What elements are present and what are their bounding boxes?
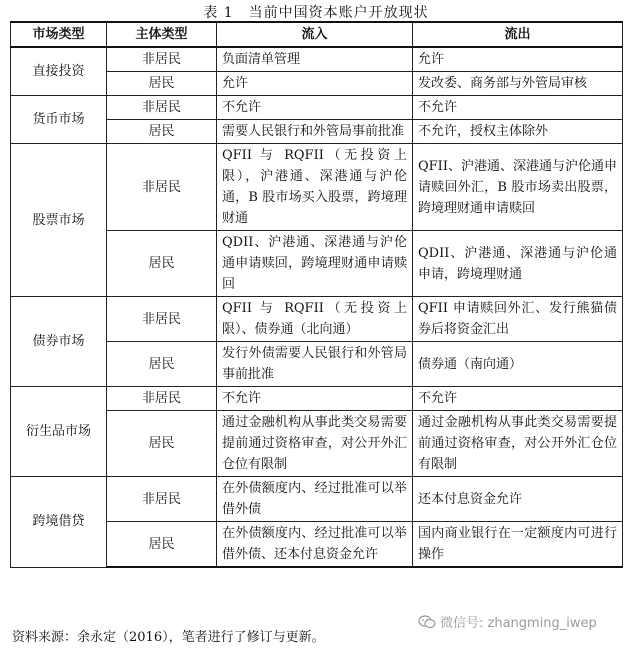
subject-type-cell: 非居民 [107,477,217,522]
outflow-cell: 不允许 [413,96,623,120]
header-subject-type: 主体类型 [107,22,217,47]
outflow-cell: 发改委、商务部与外管局审核 [413,72,623,96]
market-type-cell: 衍生品市场 [11,387,107,477]
outflow-cell: 不允许，授权主体除外 [413,120,623,144]
outflow-cell: 通过金融机构从事此类交易需要提前通过资格审查，对公开外汇仓位有限制 [413,411,623,477]
market-type-cell: 直接投资 [11,47,107,96]
inflow-cell: QDII、沪港通、深港通与沪伦通申请赎回，跨境理财通申请赎回 [217,231,413,297]
table-row [11,477,623,522]
table-row [11,144,623,231]
subject-type-cell: 非居民 [107,387,217,411]
inflow-cell: 发行外债需要人民银行和外管局事前批准 [217,342,413,387]
inflow-cell: QFII 与 RQFII（无投资上限）、债券通（北向通） [217,297,413,342]
market-type-cell: 债券市场 [11,297,107,387]
outflow-cell: 国内商业银行在一定额度内可进行操作 [413,522,623,568]
subject-type-cell: 非居民 [107,47,217,72]
header-inflow: 流入 [217,22,413,47]
inflow-cell: 不允许 [217,96,413,120]
subject-type-cell: 居民 [107,342,217,387]
capital-account-table [10,21,623,568]
inflow-cell: 通过金融机构从事此类交易需要提前通过资格审查，对公开外汇仓位有限制 [217,411,413,477]
subject-type-cell: 居民 [107,231,217,297]
table-body [11,47,623,567]
table-header-row [11,22,623,47]
subject-type-cell: 非居民 [107,144,217,231]
outflow-cell: QFII 申请赎回外汇、发行熊猫债券后将资金汇出 [413,297,623,342]
outflow-cell: QFII、沪港通、深港通与沪伦通申请赎回外汇，B 股市场卖出股票，跨境理财通申请赎回 [413,144,623,231]
inflow-cell: 不允许 [217,387,413,411]
watermark [418,612,597,631]
inflow-cell: 允许 [217,72,413,96]
subject-type-cell: 居民 [107,522,217,568]
table-row [11,387,623,411]
subject-type-cell: 居民 [107,72,217,96]
outflow-cell: 允许 [413,47,623,72]
market-type-cell: 货币市场 [11,96,107,144]
header-outflow: 流出 [413,22,623,47]
header-market-type: 市场类型 [11,22,107,47]
inflow-cell: 负面清单管理 [217,47,413,72]
capital-account-table-container [10,21,622,568]
subject-type-cell: 居民 [107,411,217,477]
wechat-icon [418,615,436,629]
market-type-cell: 跨境借贷 [11,477,107,568]
outflow-cell: 债券通（南向通） [413,342,623,387]
outflow-cell: QDII、沪港通、深港通与沪伦通申请，跨境理财通 [413,231,623,297]
subject-type-cell: 非居民 [107,96,217,120]
inflow-cell: 在外债额度内、经过批准可以举借外债 [217,477,413,522]
table-row [11,47,623,72]
outflow-cell: 还本付息资金允许 [413,477,623,522]
market-type-cell: 股票市场 [11,144,107,297]
table-title: 表 1 当前中国资本账户开放现状 [203,5,429,21]
inflow-cell: 需要人民银行和外管局事前批准 [217,120,413,144]
subject-type-cell: 居民 [107,120,217,144]
subject-type-cell: 非居民 [107,297,217,342]
table-row [11,297,623,342]
inflow-cell: QFII 与 RQFII（无投资上限），沪港通、深港通与沪伦通，B 股市场买入股票，跨境理财通 [217,144,413,231]
source-note: 资料来源：余永定（2016），笔者进行了修订与更新。 [12,630,325,645]
table-row [11,96,623,120]
watermark-text: 微信号: zhangming_iwep [440,616,597,631]
inflow-cell: 在外债额度内、经过批准可以举借外债、还本付息资金允许 [217,522,413,568]
outflow-cell: 不允许 [413,387,623,411]
